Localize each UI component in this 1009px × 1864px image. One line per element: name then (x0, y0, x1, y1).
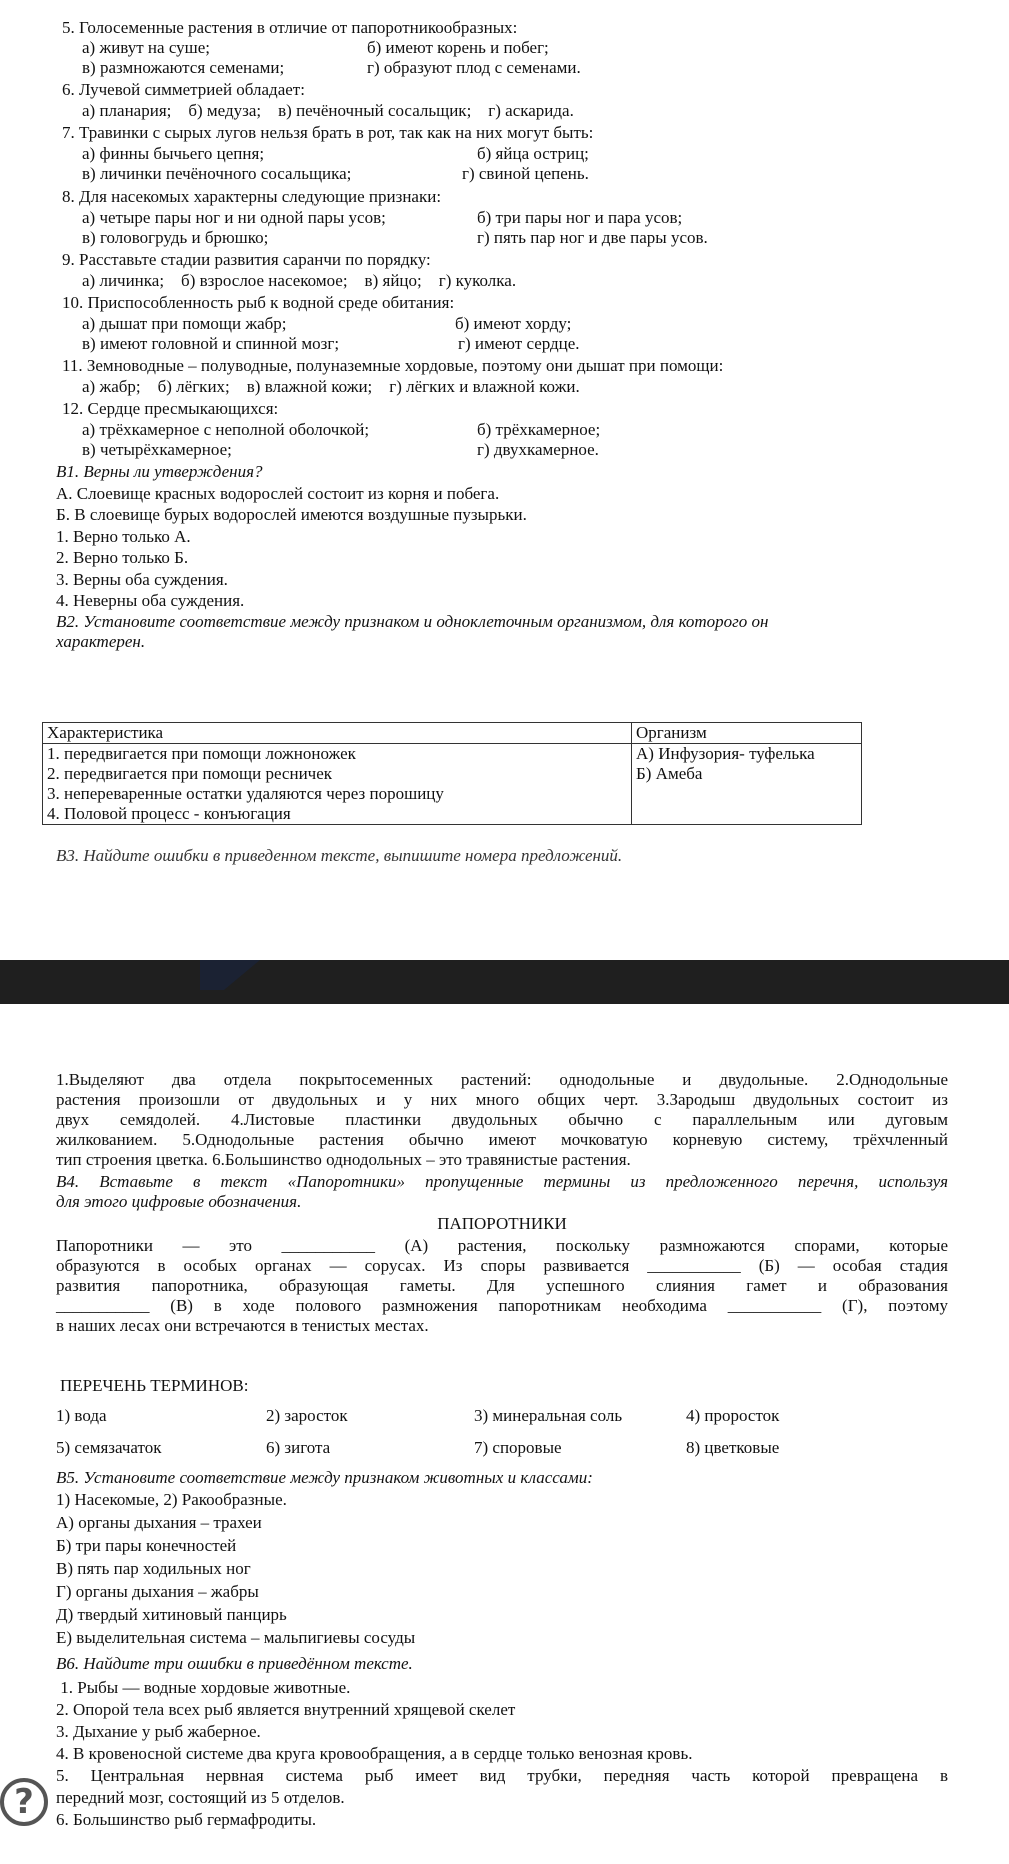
q12-option-a: а) трёхкамерное с неполной оболочкой; (82, 420, 370, 439)
b6-line: 6. Большинство рыб гермафродиты. (56, 1810, 317, 1829)
b1-statement-a: А. Слоевище красных водорослей состоит из корня и побега. (56, 484, 500, 503)
q9-options: а) личинка; б) взрослое насекомое; в) яйцо; г) куколка. (82, 271, 517, 290)
b6-line: 1. Рыбы — водные хордовые животные. (56, 1678, 351, 1697)
q5-option-c: в) размножаются семенами; (82, 58, 285, 77)
b5-line: В) пять пар ходильных ног (56, 1559, 251, 1578)
table-cell-organisms (632, 744, 862, 825)
term-item: 5) семязачаток (56, 1438, 162, 1457)
b3-text-block (56, 1070, 948, 1170)
q12-option-d: г) двухкамерное. (477, 440, 599, 459)
b2-title (56, 612, 768, 632)
q7-option-d: г) свиной цепень. (462, 164, 589, 183)
b3-title: В3. Найдите ошибки в приведенном тексте, выпишите номера предложений. (56, 846, 623, 865)
q7-option-c: в) личинки печёночного сосальщика; (82, 164, 352, 183)
b6-title: В6. Найдите три ошибки в приведённом тексте. (56, 1654, 413, 1673)
b4-title: В4. Вставьте в текст «Папоротники» пропущенные термины из предложенного перечня, используя (56, 1172, 948, 1191)
term-item: 4) проросток (686, 1406, 780, 1425)
q8-option-d: г) пять пар ног и две пары усов. (477, 228, 708, 247)
characteristic-item: 4. Половой процесс - конъюгация (47, 804, 291, 823)
b3-text-line: растения произошли от двудольных и у них много общих черт. 3.Зародыш двудольных состоит из (56, 1090, 948, 1109)
q8-option-a: а) четыре пары ног и ни одной пары усов; (82, 208, 386, 227)
q7-option-a: а) финны бычьего цепня; (82, 144, 265, 163)
b5-list (56, 1490, 415, 1651)
q10-option-d: г) имеют сердце. (458, 334, 580, 353)
q8-option-b: б) три пары ног и пара усов; (477, 208, 683, 227)
characteristic-item: 3. непереваренные остатки удаляются через порошицу (47, 784, 444, 803)
b3-text-line: двух семядолей. 4.Листовые пластинки двудольных обычно с параллельным или дуговым (56, 1110, 948, 1129)
q12-option-b: б) трёхкамерное; (477, 420, 601, 439)
b3-text-line: тип строения цветка. 6.Большинство однодольных – это травянистые растения. (56, 1150, 631, 1169)
table-header-organism: Организм (632, 723, 862, 744)
b6-list (56, 1678, 948, 1832)
term-item: 2) заросток (266, 1406, 348, 1425)
b3-text-line: жилкованием. 5.Однодольные растения обычно имеют мочковатую корневую систему, трёхчленный (56, 1130, 948, 1149)
q7-option-b: б) яйца остриц; (477, 144, 589, 163)
b1-option: 1. Верно только А. (56, 527, 191, 546)
term-item: 1) вода (56, 1406, 107, 1425)
q5-option-b: б) имеют корень и побег; (367, 38, 549, 57)
q8-option-c: в) головогрудь и брюшко; (82, 228, 269, 247)
table-cell-characteristics (43, 744, 632, 825)
q10-option-b: б) имеют хорду; (455, 314, 572, 333)
b2-matching-table (42, 722, 862, 825)
characteristic-item: 2. передвигается при помощи ресничек (47, 764, 333, 783)
b6-line: 4. В кровеносной системе два круга кровообращения, а в сердце только венозная кровь. (56, 1744, 693, 1763)
q12-option-c: в) четырёхкамерное; (82, 440, 232, 459)
b1-title: В1. Верны ли утверждения? (56, 462, 263, 481)
b5-line: А) органы дыхания – трахеи (56, 1513, 262, 1532)
b5-line: 1) Насекомые, 2) Ракообразные. (56, 1490, 287, 1509)
q9-question: 9. Расставьте стадии развития саранчи по порядку: (62, 250, 431, 269)
organism-item: Б) Амеба (636, 764, 703, 783)
b1-option: 2. Верно только Б. (56, 548, 189, 567)
b5-line: Г) органы дыхания – жабры (56, 1582, 259, 1601)
b1-statement-b: Б. В слоевище бурых водорослей имеются воздушные пузырьки. (56, 505, 527, 524)
b2-title-cont: характерен. (56, 632, 146, 651)
b4-block (56, 1172, 948, 1336)
b6-line: 3. Дыхание у рыб жаберное. (56, 1722, 261, 1741)
b3-text-line: 1.Выделяют два отдела покрытосеменных растений: однодольные и двудольные. 2.Однодольные (56, 1070, 948, 1089)
table-header-row (43, 723, 862, 744)
b6-line: передний мозг, состоящий из 5 отделов. (56, 1788, 345, 1807)
b4-heading: ПАПОРОТНИКИ (437, 1214, 567, 1233)
b4-text-line: Папоротники — это ___________ (А) растения, поскольку размножаются спорами, которые (56, 1236, 948, 1255)
q5-question: 5. Голосеменные растения в отличие от папоротникообразных: (62, 18, 518, 37)
b4-terms-title: ПЕРЕЧЕНЬ ТЕРМИНОВ: (60, 1376, 249, 1395)
organism-item: А) Инфузория- туфелька (636, 744, 815, 763)
term-item: 7) споровые (474, 1438, 562, 1457)
q10-option-c: в) имеют головной и спинной мозг; (82, 334, 340, 353)
page-separator-band (0, 960, 1009, 1004)
b5-line: Е) выделительная система – мальпигиевы сосуды (56, 1628, 416, 1647)
b6-line: 5. Центральная нервная система рыб имеет вид трубки, передняя часть которой превращена в (56, 1766, 948, 1785)
b2-task-prefix: В2. Установите соответствие между признаком и одноклеточным организмом, для которого он (56, 612, 769, 631)
q12-question: 12. Сердце пресмыкающихся: (62, 399, 279, 418)
q7-question: 7. Травинки с сырых лугов нельзя брать в рот, так как на них могут быть: (62, 123, 594, 142)
b4-title-cont: для этого цифровые обозначения. (56, 1192, 302, 1211)
term-item: 6) зигота (266, 1438, 331, 1457)
q11-question: 11. Земноводные – полуводные, полуназемные хордовые, поэтому они дышат при помощи: (62, 356, 724, 375)
q11-options: а) жабр; б) лёгких; в) влажной кожи; г) лёгких и влажной кожи. (82, 377, 580, 396)
question-mark-icon[interactable]: ? (0, 1778, 48, 1826)
b6-line: 2. Опорой тела всех рыб является внутренний хрящевой скелет (56, 1700, 516, 1719)
q8-question: 8. Для насекомых характерны следующие признаки: (62, 187, 442, 206)
table-header-characteristic: Характеристика (43, 723, 632, 744)
term-item: 3) минеральная соль (474, 1406, 623, 1425)
b4-text-line: развития папоротника, образующая гаметы. Для успешного слияния гамет и образования (56, 1276, 948, 1295)
q5-option-a: а) живут на суше; (82, 38, 210, 57)
q6-options: а) планария; б) медуза; в) печёночный сосальщик; г) аскарида. (82, 101, 574, 120)
b1-option: 3. Верны оба суждения. (56, 570, 228, 589)
b5-line: Б) три пары конечностей (56, 1536, 237, 1555)
b4-text-line: образуются в особых органах — сорусах. Из споры развивается ___________ (Б) — особая стадия (56, 1256, 948, 1275)
b1-option: 4. Неверны оба суждения. (56, 591, 245, 610)
q6-question: 6. Лучевой симметрией обладает: (62, 80, 305, 99)
table-row (43, 744, 862, 825)
b5-title: В5. Установите соответствие между признаком животных и классами: (56, 1468, 593, 1487)
b5-line: Д) твердый хитиновый панцирь (56, 1605, 287, 1624)
b4-text-line: в наших лесах они встречаются в тенистых местах. (56, 1316, 429, 1335)
band-accent (200, 960, 260, 990)
q10-question: 10. Приспособленность рыб к водной среде обитания: (62, 293, 455, 312)
q10-option-a: а) дышат при помощи жабр; (82, 314, 287, 333)
b4-text-line: ___________ (В) в ходе полового размножения папоротникам необходима ___________ (Г), поэтому (56, 1296, 948, 1315)
q5-option-d: г) образуют плод с семенами. (367, 58, 581, 77)
characteristic-item: 1. передвигается при помощи ложноножек (47, 744, 356, 763)
term-item: 8) цветковые (686, 1438, 780, 1457)
